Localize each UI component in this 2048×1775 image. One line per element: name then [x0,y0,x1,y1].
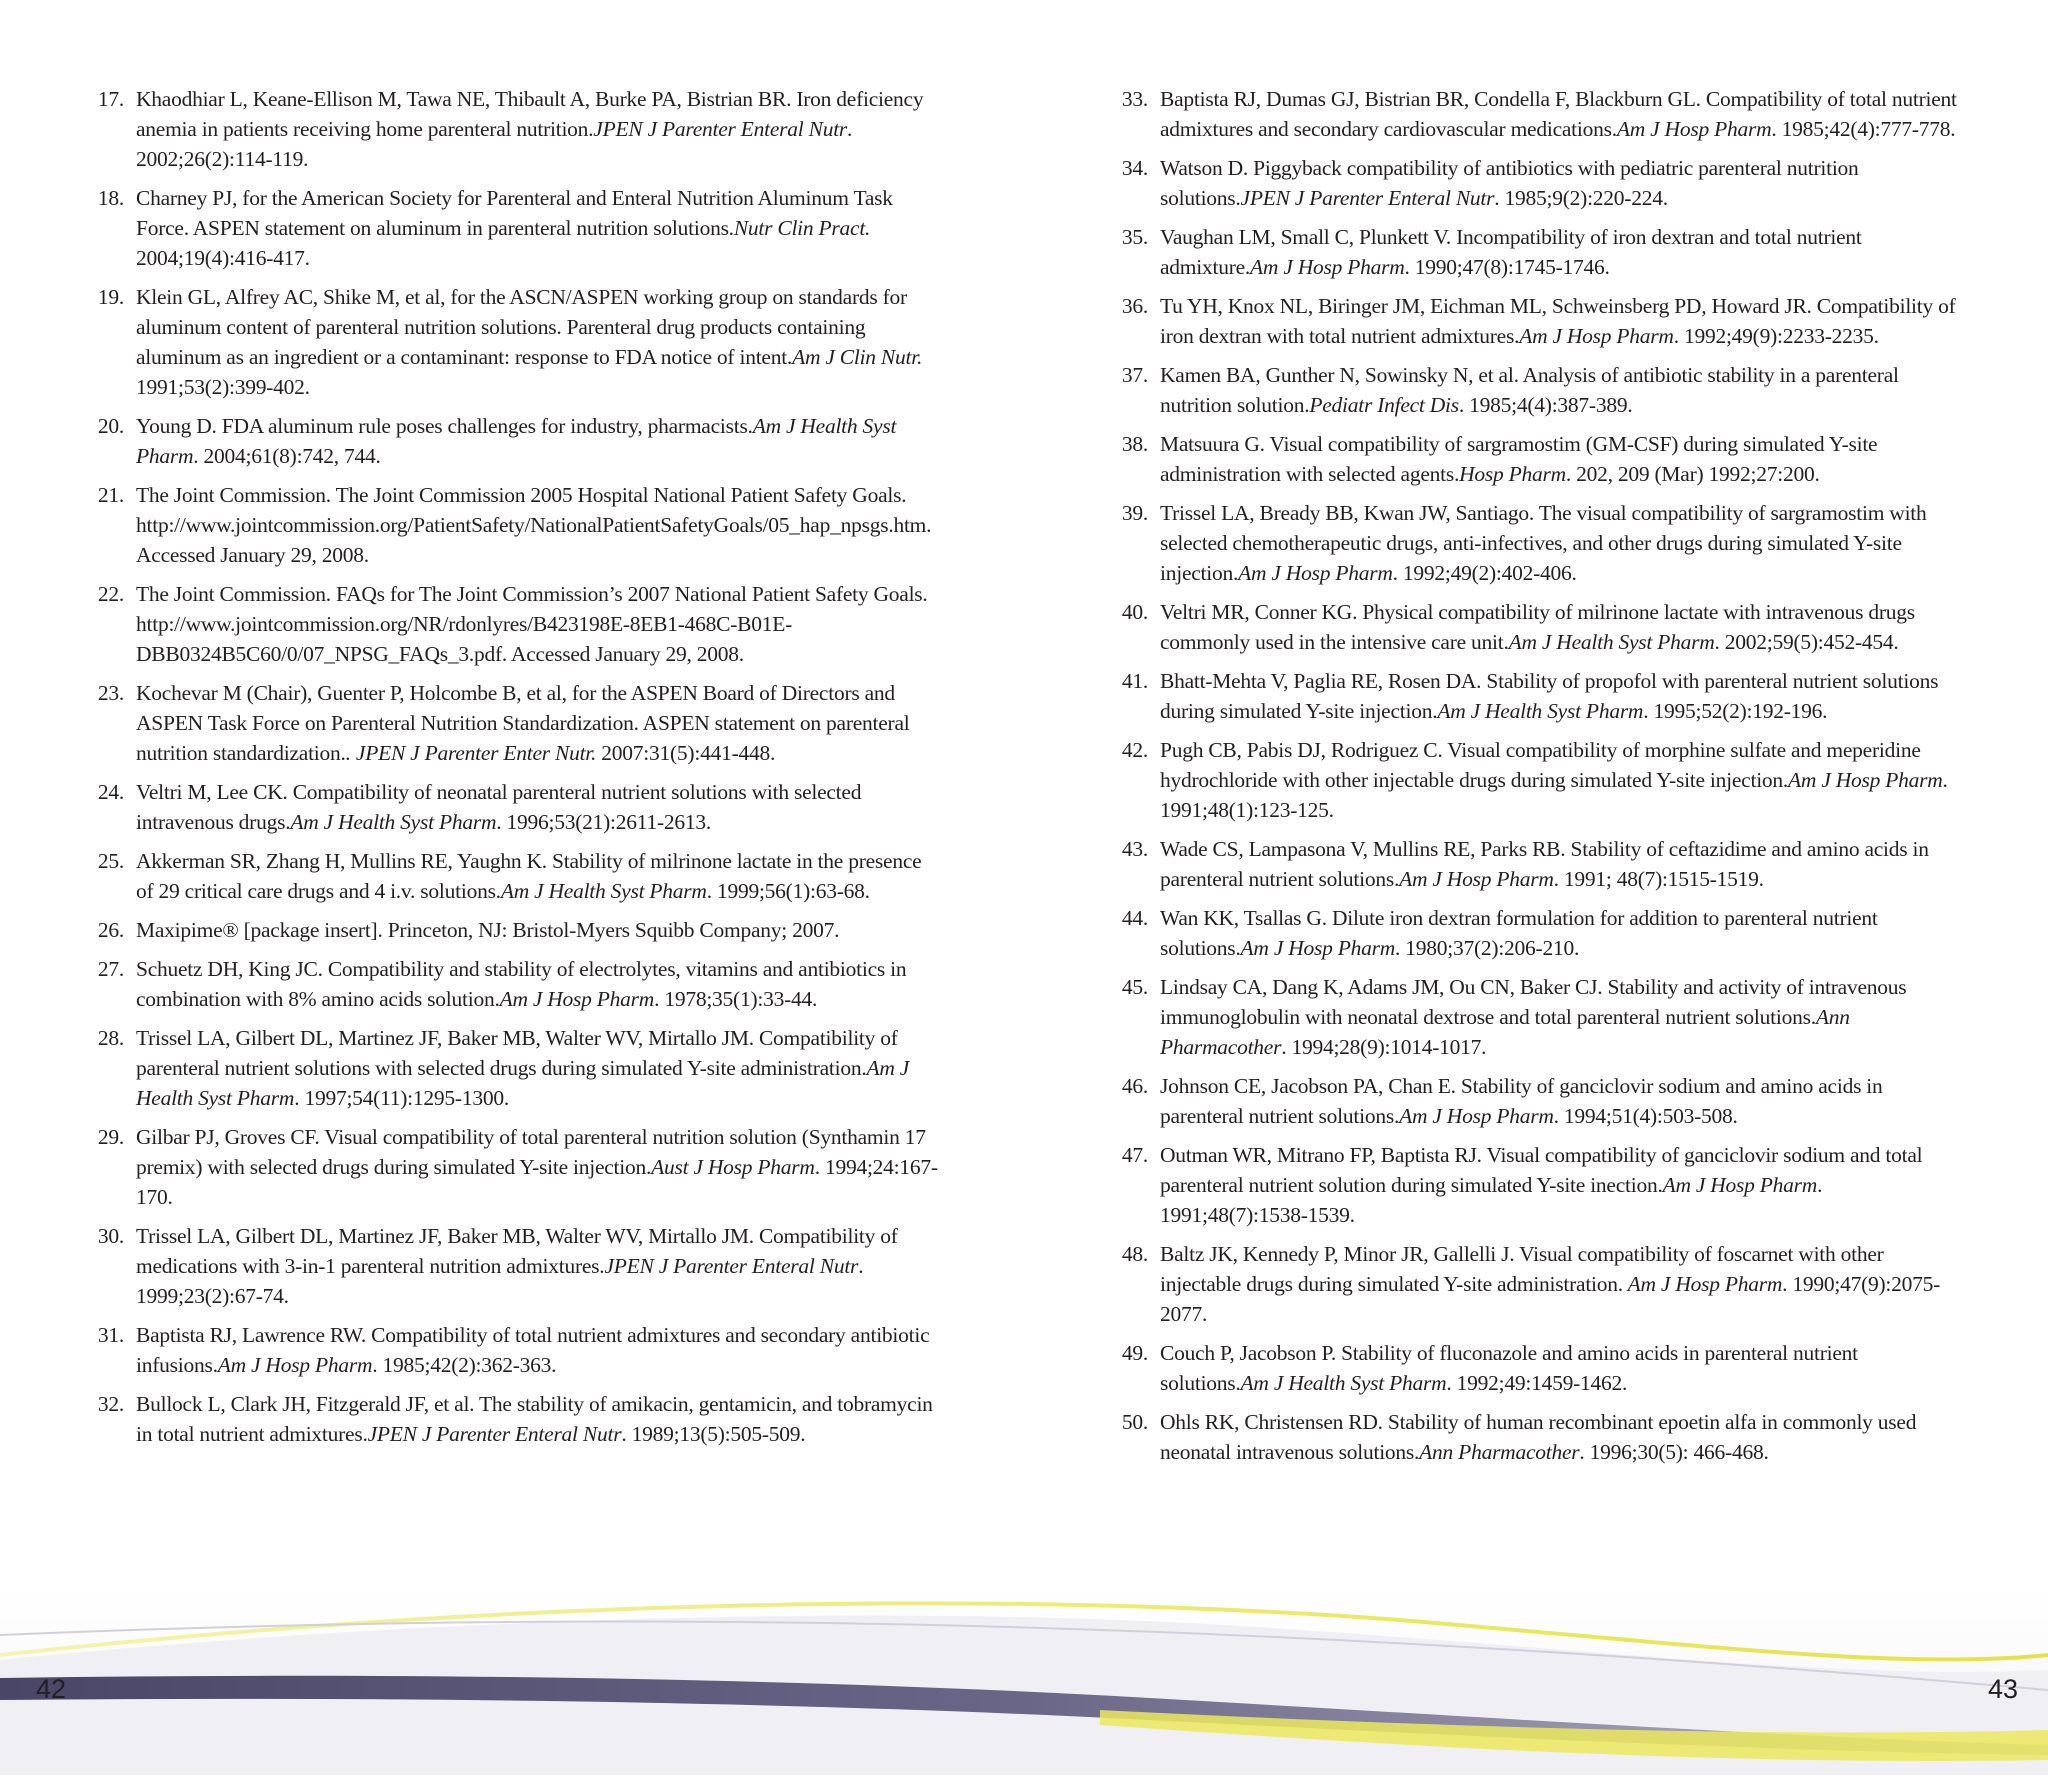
reference-item [88,282,938,402]
reference-citation: . 1996;30(5): 466-468. [1579,1440,1769,1464]
reference-text: The Joint Commission. FAQs for The Joint Commission’s 2007 National Patient Safety Goals. http://www.jointcommission.org/NR/rdonlyres/B423198E-8EB1-468C-B01E-DBB0324B5C60/0/07_NPSG_FAQs_3.pdf. Accessed January 29, 2008. [136,582,928,666]
reference-number: 20. [97,414,124,438]
reference-item [88,480,938,570]
reference-citation: . 1978;35(1):33-44. [654,987,818,1011]
reference-citation: . 1996;53(21):2611-2613. [496,810,711,834]
reference-citation: 2004;19(4):416-417. [136,246,310,270]
reference-item [1112,903,1962,963]
reference-citation: . 1989;13(5):505-509. [621,1422,806,1446]
reference-text: Baptista RJ, Lawrence RW. Compatibility of total nutrient admixtures and secondary antibiotic infusions. [136,1323,930,1377]
reference-text: Johnson CE, Jacobson PA, Chan E. Stability of ganciclovir sodium and amino acids in parenteral nutrient solutions. [1160,1074,1883,1128]
reference-number: 28. [97,1026,124,1050]
reference-text: Kamen BA, Gunther N, Sowinsky N, et al. Analysis of antibiotic stability in a parenteral nutrition solution. [1160,363,1899,417]
reference-item [88,579,938,669]
reference-number: 41. [1121,669,1148,693]
reference-item [1112,498,1962,588]
reference-item [1112,1140,1962,1230]
reference-number: 42. [1121,738,1148,762]
reference-item [88,183,938,273]
reference-item [1112,291,1962,351]
reference-item [88,777,938,837]
reference-citation: . 1985;4(4):387-389. [1458,393,1633,417]
reference-number: 48. [1121,1242,1148,1266]
reference-text: Gilbar PJ, Groves CF. Visual compatibility of total parenteral nutrition solution (Synthamin 17 premix) with selected drugs during simulated Y-site injection. [136,1125,926,1179]
reference-number: 24. [97,780,124,804]
reference-journal: Am J Hosp Pharm [1399,867,1554,891]
reference-text: Veltri M, Lee CK. Compatibility of neonatal parenteral nutrient solutions with selected intravenous drugs. [136,780,862,834]
reference-citation: 1991;53(2):399-402. [136,375,310,399]
reference-journal: Ann Pharmacother [1419,1440,1580,1464]
reference-text: Watson D. Piggyback compatibility of antibiotics with pediatric parenteral nutrition solutions. [1160,156,1859,210]
reference-journal: Am J Health Syst Pharm [1240,1371,1447,1395]
reference-text: Trissel LA, Gilbert DL, Martinez JF, Baker MB, Walter WV, Mirtallo JM. Compatibility of parenteral nutrient solutions with selected drugs during simulated Y-site administration. [136,1026,898,1080]
reference-text: Trissel LA, Bready BB, Kwan JW, Santiago. The visual compatibility of sargramostim with selected chemotherapeutic drugs, anti-infectives, and other drugs during simulated Y-site injection. [1160,501,1927,585]
reference-citation: . 1997;54(11):1295-1300. [294,1086,509,1110]
reference-number: 36. [1121,294,1148,318]
reference-number: 47. [1121,1143,1148,1167]
reference-item [1112,1071,1962,1131]
reference-text: Pugh CB, Pabis DJ, Rodriguez C. Visual compatibility of morphine sulfate and meperidine hydrochloride with other injectable drugs during simulated Y-site injection. [1160,738,1921,792]
reference-item [1112,834,1962,894]
reference-journal: Am J Hosp Pharm [1250,255,1405,279]
reference-list-left [88,84,938,1458]
reference-citation: . 1994;51(4):503-508. [1553,1104,1738,1128]
reference-text: Bhatt-Mehta V, Paglia RE, Rosen DA. Stability of propofol with parenteral nutrient solutions during simulated Y-site injection. [1160,669,1939,723]
reference-item [1112,1239,1962,1329]
reference-number: 22. [97,582,124,606]
reference-citation: . 1991; 48(7):1515-1519. [1553,867,1764,891]
reference-journal: JPEN J Parenter Enteral Nutr [604,1254,859,1278]
reference-journal: Am J Hosp Pharm [1662,1173,1818,1197]
reference-item [1112,597,1962,657]
reference-journal: JPEN J Parenter Enteral Nutr [593,117,848,141]
reference-citation: . 202, 209 (Mar) 1992;27:200. [1565,462,1820,486]
reference-text: Wan KK, Tsallas G. Dilute iron dextran formulation for addition to parenteral nutrient solutions. [1160,906,1878,960]
reference-item [1112,735,1962,825]
reference-journal: Am J Hosp Pharm [1788,768,1943,792]
reference-citation: . 1991;48(1):123-125. [1160,768,1948,822]
reference-text: Wade CS, Lampasona V, Mullins RE, Parks RB. Stability of ceftazidime and amino acids in parenteral nutrient solutions. [1160,837,1929,891]
reference-item [1112,972,1962,1062]
reference-number: 43. [1121,837,1148,861]
reference-text: Klein GL, Alfrey AC, Shike M, et al, for the ASCN/ASPEN working group on standards for aluminum content of parenteral nutrition solutions. Parenteral drug products containing aluminum as an ingredient or a contaminant: response to FDA notice of intent. [136,285,907,369]
reference-text: Lindsay CA, Dang K, Adams JM, Ou CN, Baker CJ. Stability and activity of intravenous immunoglobulin with neonatal dextrose and total parenteral nutrient solutions. [1160,975,1907,1029]
reference-citation: 2007:31(5):441-448. [596,741,776,765]
reference-journal: Am J Health Syst Pharm [136,1056,910,1110]
reference-journal: Am J Hosp Pharm [217,1353,373,1377]
reference-number: 29. [97,1125,124,1149]
reference-number: 26. [97,918,124,942]
reference-number: 35. [1121,225,1148,249]
reference-journal: Am J Health Syst Pharm [500,879,707,903]
reference-journal: Am J Hosp Pharm [1616,117,1772,141]
reference-text: Bullock L, Clark JH, Fitzgerald JF, et al. The stability of amikacin, gentamicin, and tobramycin in total nutrient admixtures. [136,1392,933,1446]
reference-text: Kochevar M (Chair), Guenter P, Holcombe B, et al, for the ASPEN Board of Directors and ASPEN Task Force on Parenteral Nutrition Standardization. ASPEN statement on parenteral nutrition standardization. [136,681,910,765]
reference-number: 32. [97,1392,124,1416]
reference-text: Baltz JK, Kennedy P, Minor JR, Gallelli J. Visual compatibility of foscarnet with other injectable drugs during simulated Y-site administration. [1160,1242,1884,1296]
reference-citation: . 1999;56(1):63-68. [706,879,870,903]
reference-item [1112,222,1962,282]
reference-journal: Am J Hosp Pharm [499,987,655,1011]
reference-item [88,1320,938,1380]
reference-citation: . 2002;59(5):452-454. [1714,630,1899,654]
reference-number: 18. [97,186,124,210]
reference-journal: Aust J Hosp Pharm [651,1155,815,1179]
reference-journal: Am J Hosp Pharm [1622,1272,1783,1296]
reference-journal: Am J Hosp Pharm [1240,936,1396,960]
reference-journal: Am J Health Syst Pharm [1437,699,1644,723]
reference-number: 37. [1121,363,1148,387]
reference-number: 19. [97,285,124,309]
reference-citation: . 2002;26(2):114-119. [136,117,853,171]
reference-journal: JPEN J Parenter Enteral Nutr [367,1422,622,1446]
reference-text: Khaodhiar L, Keane-Ellison M, Tawa NE, Thibault A, Burke PA, Bistrian BR. Iron deficiency anemia in patients receiving home parenteral nutrition. [136,87,924,141]
reference-citation: . 2004;61(8):742, 744. [193,444,381,468]
reference-number: 45. [1121,975,1148,999]
reference-number: 30. [97,1224,124,1248]
reference-citation: . 1991;48(7):1538-1539. [1160,1173,1823,1227]
reference-number: 44. [1121,906,1148,930]
reference-number: 38. [1121,432,1148,456]
reference-item [88,1023,938,1113]
reference-citation: . 1994;28(9):1014-1017. [1281,1035,1487,1059]
reference-citation: . 1985;9(2):220-224. [1494,186,1668,210]
reference-journal: Am J Health Syst Pharm [290,810,497,834]
reference-item [88,411,938,471]
reference-item [88,1122,938,1212]
reference-journal: Am J Hosp Pharm [1238,561,1393,585]
reference-text: Maxipime® [package insert]. Princeton, NJ: Bristol-Myers Squibb Company; 2007. [136,918,840,942]
reference-journal: Hosp Pharm [1459,462,1566,486]
reference-number: 23. [97,681,124,705]
reference-text: Tu YH, Knox NL, Biringer JM, Eichman ML, Schweinsberg PD, Howard JR. Compatibility of iron dextran with total nutrient admixtures. [1160,294,1956,348]
reference-number: 50. [1121,1410,1148,1434]
reference-journal: . JPEN J Parenter Enter Nutr. [345,741,597,765]
reference-number: 27. [97,957,124,981]
page-number-right: 43 [1987,1674,2018,1704]
reference-journal: Am J Clin Nutr. [792,345,923,369]
reference-citation: . 1992;49:1459-1462. [1446,1371,1628,1395]
reference-item [88,846,938,906]
reference-text: Couch P, Jacobson P. Stability of fluconazole and amino acids in parenteral nutrient solutions. [1160,1341,1858,1395]
footer-swoosh-decoration [0,1560,2048,1775]
page-number-left: 42 [36,1674,67,1704]
reference-item [88,1221,938,1311]
reference-journal: Am J Health Syst Pharm [136,414,897,468]
reference-number: 31. [97,1323,124,1347]
reference-number: 49. [1121,1341,1148,1365]
reference-text: Baptista RJ, Dumas GJ, Bistrian BR, Condella F, Blackburn GL. Compatibility of total nutrient admixtures and secondary cardiovascular medications. [1160,87,1957,141]
reference-number: 46. [1121,1074,1148,1098]
reference-citation: . 1985;42(2):362-363. [372,1353,557,1377]
reference-text: Outman WR, Mitrano FP, Baptista RJ. Visual compatibility of ganciclovir sodium and total parenteral nutrient solution during simulated Y-site inection. [1160,1143,1923,1197]
reference-number: 17. [97,87,124,111]
reference-citation: . 1994;24:167-170. [136,1155,938,1209]
reference-text: Veltri MR, Conner KG. Physical compatibility of milrinone lactate with intravenous drugs commonly used in the intensive care unit. [1160,600,1915,654]
reference-number: 25. [97,849,124,873]
reference-journal: Ann Pharmacother [1160,1005,1850,1059]
reference-journal: Pediatr Infect Dis [1309,393,1459,417]
reference-text: The Joint Commission. The Joint Commission 2005 Hospital National Patient Safety Goals. http://www.jointcommission.org/PatientSafety/NationalPatientSafetyGoals/05_hap_npsgs.htm. Accessed January 29, 2008. [136,483,932,567]
reference-item [1112,1407,1962,1467]
reference-item [88,954,938,1014]
reference-text: Charney PJ, for the American Society for Parenteral and Enteral Nutrition Aluminum Task Force. ASPEN statement on aluminum in parenteral nutrition solutions. [136,186,893,240]
reference-item [1112,360,1962,420]
reference-item [1112,429,1962,489]
reference-text: Young D. FDA aluminum rule poses challenges for industry, pharmacists. [136,414,753,438]
reference-text: Vaughan LM, Small C, Plunkett V. Incompatibility of iron dextran and total nutrient admixture. [1160,225,1862,279]
reference-item [88,1389,938,1449]
reference-number: 21. [97,483,124,507]
reference-citation: . 1985;42(4):777-778. [1771,117,1956,141]
reference-item [1112,153,1962,213]
reference-item [1112,1338,1962,1398]
reference-text: Ohls RK, Christensen RD. Stability of human recombinant epoetin alfa in commonly used neonatal intravenous solutions. [1160,1410,1917,1464]
reference-citation: . 1999;23(2):67-74. [136,1254,864,1308]
reference-number: 34. [1121,156,1148,180]
reference-journal: Am J Hosp Pharm [1399,1104,1554,1128]
reference-journal: JPEN J Parenter Enteral Nutr [1240,186,1495,210]
reference-citation: . 1992;49(9):2233-2235. [1673,324,1879,348]
reference-text: Matsuura G. Visual compatibility of sargramostim (GM-CSF) during simulated Y-site administration with selected agents. [1160,432,1878,486]
reference-journal: Am J Hosp Pharm [1519,324,1674,348]
reference-number: 39. [1121,501,1148,525]
reference-list-right [1112,84,1962,1476]
reference-item [1112,84,1962,144]
reference-text: Trissel LA, Gilbert DL, Martinez JF, Baker MB, Walter WV, Mirtallo JM. Compatibility of medications with 3-in-1 parenteral nutrition admixtures. [136,1224,898,1278]
reference-item [88,84,938,174]
reference-journal: Nutr Clin Pract. [733,216,871,240]
reference-item [88,678,938,768]
reference-journal: Am J Health Syst Pharm [1508,630,1715,654]
reference-citation: . 1990;47(9):2075-2077. [1160,1272,1941,1326]
reference-number: 40. [1121,600,1148,624]
reference-text: Schuetz DH, King JC. Compatibility and stability of electrolytes, vitamins and antibiotics in combination with 8% amino acids solution. [136,957,907,1011]
reference-citation: . 1995;52(2):192-196. [1643,699,1828,723]
reference-citation: . 1992;49(2):402-406. [1392,561,1577,585]
reference-text: Akkerman SR, Zhang H, Mullins RE, Yaughn K. Stability of milrinone lactate in the presence of 29 critical care drugs and 4 i.v. solutions. [136,849,922,903]
reference-item [88,915,938,945]
reference-citation: . 1980;37(2):206-210. [1395,936,1580,960]
reference-item [1112,666,1962,726]
reference-citation: . 1990;47(8):1745-1746. [1404,255,1610,279]
reference-number: 33. [1121,87,1148,111]
